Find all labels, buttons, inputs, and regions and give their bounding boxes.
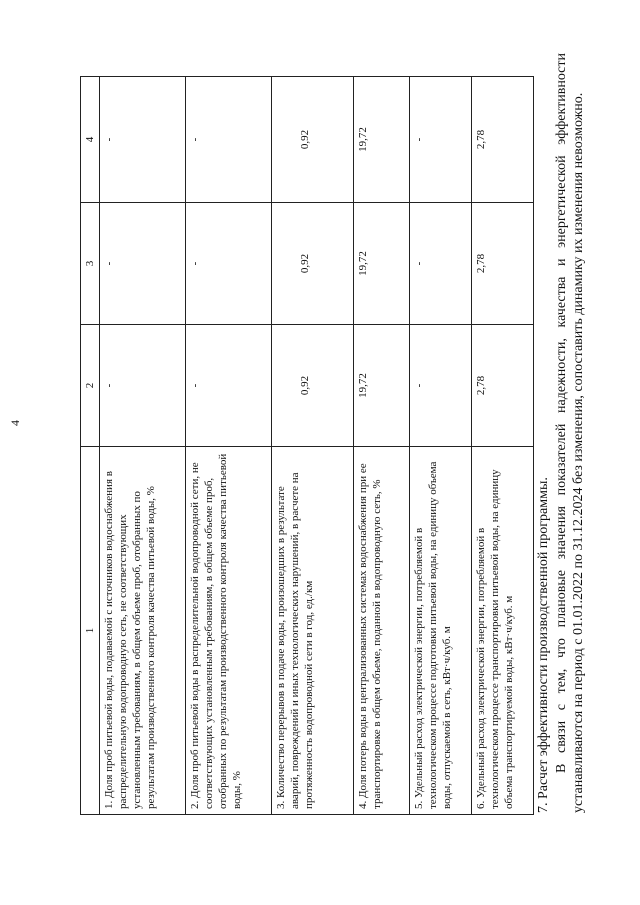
table-header-cell: 3 (81, 203, 100, 325)
table-header-cell: 2 (81, 325, 100, 447)
value-cell: 0,92 (272, 77, 354, 203)
value-cell: - (100, 77, 186, 203)
table-row (410, 77, 472, 815)
value-cell: 2,78 (472, 77, 534, 203)
value-cell: - (410, 325, 472, 447)
table-header-cell: 1 (81, 447, 100, 815)
value-cell: - (100, 325, 186, 447)
value-cell: - (186, 325, 272, 447)
value-cell: 19,72 (354, 203, 410, 325)
value-cell: 0,92 (272, 203, 354, 325)
section-7 (535, 53, 587, 813)
indicator-label: 5. Удельный расход электрической энергии, потребляемой в технологическом процессе подготовки питьевой воды, на единицу объема воды, отпускаемой в сеть, кВт·ч/куб. м (410, 447, 472, 815)
table-header-cell: 4 (81, 77, 100, 203)
section-heading: 7. Расчет эффективности производственной программы. (536, 477, 551, 813)
indicator-label: 3. Количество перерывов в подаче воды, произошедших в результате аварий, повреждений и иных технологических нарушений, в расчете на протяженность водопроводной сети в год, ед./км (272, 447, 354, 815)
table-row (186, 77, 272, 815)
value-cell: - (100, 203, 186, 325)
value-cell: - (186, 203, 272, 325)
value-cell: 19,72 (354, 325, 410, 447)
indicator-label: 2. Доля проб питьевой воды в распределительной водопроводной сети, не соответствующих установленным требованиям, в общем объеме проб, отобранных по результатам производственного контроля качества питьевой воды, % (186, 447, 272, 815)
value-cell: - (186, 77, 272, 203)
value-cell: - (410, 77, 472, 203)
value-cell: - (410, 203, 472, 325)
value-cell: 0,92 (272, 325, 354, 447)
value-cell: 2,78 (472, 203, 534, 325)
value-cell: 2,78 (472, 325, 534, 447)
page-number: 4 (8, 420, 22, 426)
section-paragraph: В связи с тем, что плановые значения показателей надежности, качества и энергетической эффективности устанавливаются на период с 01.01.2022 по 31.12.2024 без изменения, сопоставить динамику их изменения невозможно. (554, 53, 586, 813)
indicator-label: 6. Удельный расход электрической энергии, потребляемой в технологическом процессе транспортировки питьевой воды, на единицу объема транспортируемой воды, кВт·ч/куб. м (472, 447, 534, 815)
table-row (354, 77, 410, 815)
table-row (100, 77, 186, 815)
table-row (472, 77, 534, 815)
indicator-label: 1. Доля проб питьевой воды, подаваемой с источников водоснабжения в распределительную водопроводную сеть, не соответствующих установленным требованиям, в общем объеме проб, отобранных по результатам производственного контроля качества питьевой воды, % (100, 447, 186, 815)
table-row (272, 77, 354, 815)
indicator-label: 4. Доля потерь воды в централизованных системах водоснабжения при ее транспортировке в общем объеме, поданной в водопроводную сеть, % (354, 447, 410, 815)
indicators-table (80, 76, 534, 815)
table-header-row (81, 77, 100, 815)
value-cell: 19,72 (354, 77, 410, 203)
